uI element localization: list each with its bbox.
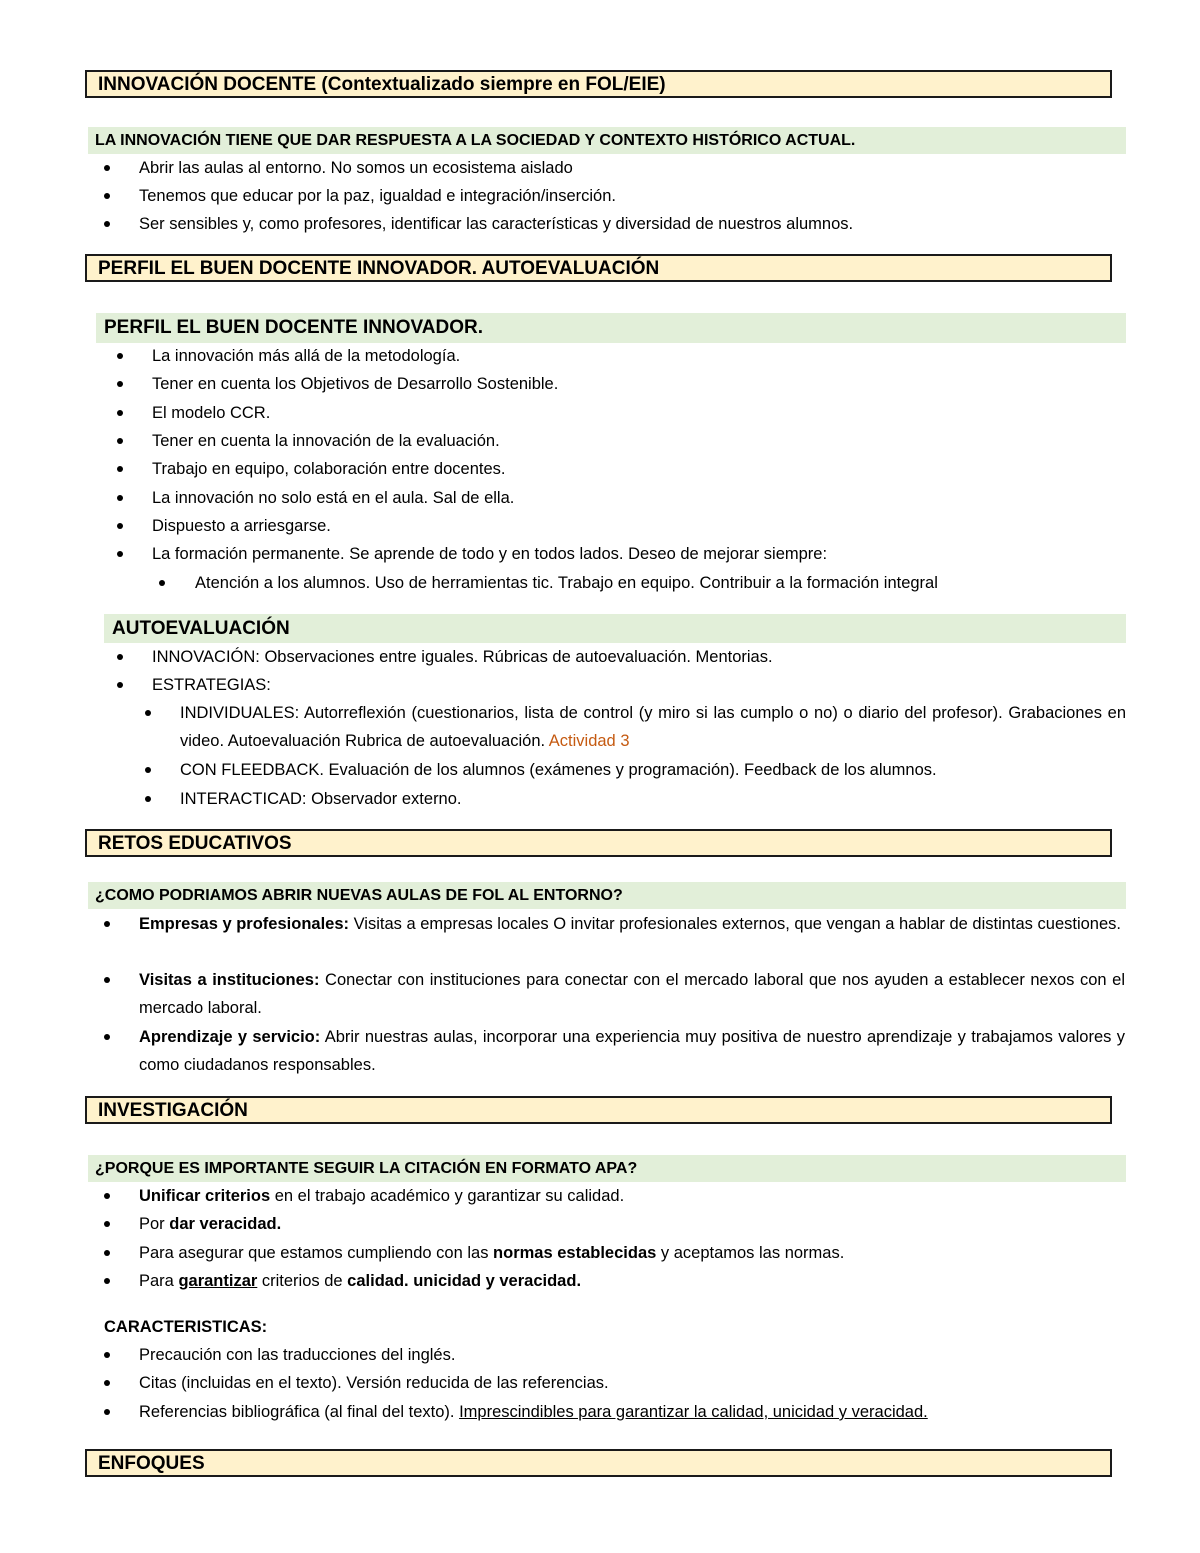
item-bold: Visitas a instituciones: bbox=[139, 971, 320, 989]
list-item bbox=[139, 966, 1125, 1023]
bullet bbox=[117, 466, 123, 472]
list-item: Precaución con las traducciones del inglés. bbox=[139, 1346, 456, 1364]
list-item: Dispuesto a arriesgarse. bbox=[152, 517, 331, 535]
bullet bbox=[104, 1221, 110, 1227]
list-item: Trabajo en equipo, colaboración entre docentes. bbox=[152, 460, 506, 478]
bullet bbox=[117, 682, 123, 688]
item-bold: Unificar criterios bbox=[139, 1187, 271, 1205]
sub-list-item: CON FLEEDBACK. Evaluación de los alumnos (exámenes y programación). Feedback de los alumnos. bbox=[180, 761, 937, 779]
bullet bbox=[117, 495, 123, 501]
retos-heading: ¿COMO PODRIAMOS ABRIR NUEVAS AULAS DE FOL AL ENTORNO? bbox=[88, 882, 1126, 909]
bullet bbox=[104, 1409, 110, 1415]
item-text: Para bbox=[139, 1272, 179, 1290]
list-item: Tenemos que educar por la paz, igualdad e integración/inserción. bbox=[139, 187, 616, 205]
bullet bbox=[104, 1193, 110, 1199]
bullet bbox=[117, 381, 123, 387]
list-item bbox=[139, 910, 1125, 938]
list-item bbox=[139, 1182, 624, 1210]
item-text: en el trabajo académico y garantizar su calidad. bbox=[270, 1187, 625, 1205]
item-bold: Empresas y profesionales: bbox=[139, 915, 350, 933]
individuales-text: INDIVIDUALES: Autorreflexión (cuestionarios, lista de control (y miro si las cumplo o no) o diario del profesor). Grabaciones en video. Autoevaluación Rubrica de autoevaluación. bbox=[180, 704, 1126, 751]
list-item: Tener en cuenta los Objetivos de Desarrollo Sostenible. bbox=[152, 375, 559, 393]
autoevaluacion-heading: AUTOEVALUACIÓN bbox=[104, 614, 1126, 643]
caracteristicas-heading: CARACTERISTICAS: bbox=[104, 1318, 268, 1336]
item-text: Visitas a empresas locales O invitar profesionales externos, que vengan a hablar de distintas cuestiones. bbox=[349, 915, 1121, 933]
bullet bbox=[117, 654, 123, 660]
list-item: Ser sensibles y, como profesores, identificar las características y diversidad de nuestros alumnos. bbox=[139, 215, 854, 233]
perfil-heading: PERFIL EL BUEN DOCENTE INNOVADOR. bbox=[96, 313, 1126, 343]
bullet bbox=[145, 767, 151, 773]
bullet bbox=[104, 1250, 110, 1256]
item-bold: Aprendizaje y servicio: bbox=[139, 1028, 321, 1046]
bullet bbox=[104, 977, 110, 983]
list-item: ESTRATEGIAS: bbox=[152, 676, 271, 694]
bullet bbox=[117, 438, 123, 444]
section-title-retos: RETOS EDUCATIVOS bbox=[85, 829, 1112, 857]
bullet bbox=[145, 710, 151, 716]
investigacion-heading: ¿PORQUE ES IMPORTANTE SEGUIR LA CITACIÓN EN FORMATO APA? bbox=[88, 1155, 1126, 1182]
list-item bbox=[139, 1398, 928, 1426]
list-item bbox=[139, 1210, 281, 1238]
list-item: La innovación más allá de la metodología. bbox=[152, 347, 461, 365]
section-title-innovacion: INNOVACIÓN DOCENTE (Contextualizado siempre en FOL/EIE) bbox=[85, 70, 1112, 98]
item-bold-underlined: garantizar bbox=[178, 1272, 258, 1290]
bullet bbox=[104, 165, 110, 171]
list-item: Tener en cuenta la innovación de la evaluación. bbox=[152, 432, 500, 450]
list-item bbox=[139, 1267, 581, 1295]
bullet bbox=[104, 221, 110, 227]
sub-list-item-individuales bbox=[180, 699, 1126, 756]
list-item: La innovación no solo está en el aula. Sal de ella. bbox=[152, 489, 515, 507]
item-text: Para asegurar que estamos cumpliendo con las bbox=[139, 1244, 494, 1262]
item-underlined: Imprescindibles para garantizar la calidad, unicidad y veracidad. bbox=[459, 1403, 928, 1421]
item-text: Conectar con instituciones para conectar con el mercado laboral que nos ayuden a establecer nexos con el mercado laboral. bbox=[139, 971, 1125, 1018]
sub-list-item: Atención a los alumnos. Uso de herramientas tic. Trabajo en equipo. Contribuir a la formación integral bbox=[195, 574, 938, 592]
item-text: Abrir nuestras aulas, incorporar una experiencia muy positiva de nuestro aprendizaje y trabajamos valores y como ciudadanos responsables. bbox=[139, 1028, 1125, 1075]
bullet bbox=[104, 1278, 110, 1284]
bullet bbox=[117, 353, 123, 359]
bullet bbox=[104, 193, 110, 199]
list-item bbox=[139, 1239, 844, 1267]
item-bold: calidad. unicidad y veracidad bbox=[347, 1272, 577, 1290]
bullet bbox=[117, 551, 123, 557]
bullet bbox=[104, 1352, 110, 1358]
item-bold: normas establecidas bbox=[493, 1244, 657, 1262]
bullet bbox=[117, 523, 123, 529]
innovacion-heading: LA INNOVACIÓN TIENE QUE DAR RESPUESTA A LA SOCIEDAD Y CONTEXTO HISTÓRICO ACTUAL. bbox=[88, 127, 1126, 154]
section-title-investigacion: INVESTIGACIÓN bbox=[85, 1096, 1112, 1124]
item-text: Por bbox=[139, 1215, 170, 1233]
section-title-enfoques: ENFOQUES bbox=[85, 1449, 1112, 1477]
list-item: El modelo CCR. bbox=[152, 404, 271, 422]
actividad-3-highlight: Actividad 3 bbox=[548, 732, 630, 751]
bullet bbox=[145, 796, 151, 802]
bullet bbox=[159, 580, 165, 586]
bullet bbox=[104, 1034, 110, 1040]
item-bold: dar veracidad. bbox=[169, 1215, 282, 1233]
list-item: Citas (incluidas en el texto). Versión reducida de las referencias. bbox=[139, 1374, 609, 1392]
bullet bbox=[104, 1380, 110, 1386]
list-item bbox=[139, 1023, 1125, 1080]
item-text: Referencias bibliográfica (al final del texto). bbox=[139, 1403, 460, 1421]
list-item: INNOVACIÓN: Observaciones entre iguales. Rúbricas de autoevaluación. Mentorias. bbox=[152, 648, 773, 666]
section-title-perfil: PERFIL EL BUEN DOCENTE INNOVADOR. AUTOEVALUACIÓN bbox=[85, 254, 1112, 282]
bullet bbox=[104, 921, 110, 927]
list-item: La formación permanente. Se aprende de todo y en todos lados. Deseo de mejorar siempre: bbox=[152, 545, 828, 563]
item-text: y aceptamos las normas. bbox=[656, 1244, 845, 1262]
bullet bbox=[117, 410, 123, 416]
list-item: Abrir las aulas al entorno. No somos un ecosistema aislado bbox=[139, 159, 573, 177]
item-bold: . bbox=[576, 1272, 582, 1290]
item-text: criterios de bbox=[257, 1272, 348, 1290]
sub-list-item: INTERACTICAD: Observador externo. bbox=[180, 790, 462, 808]
